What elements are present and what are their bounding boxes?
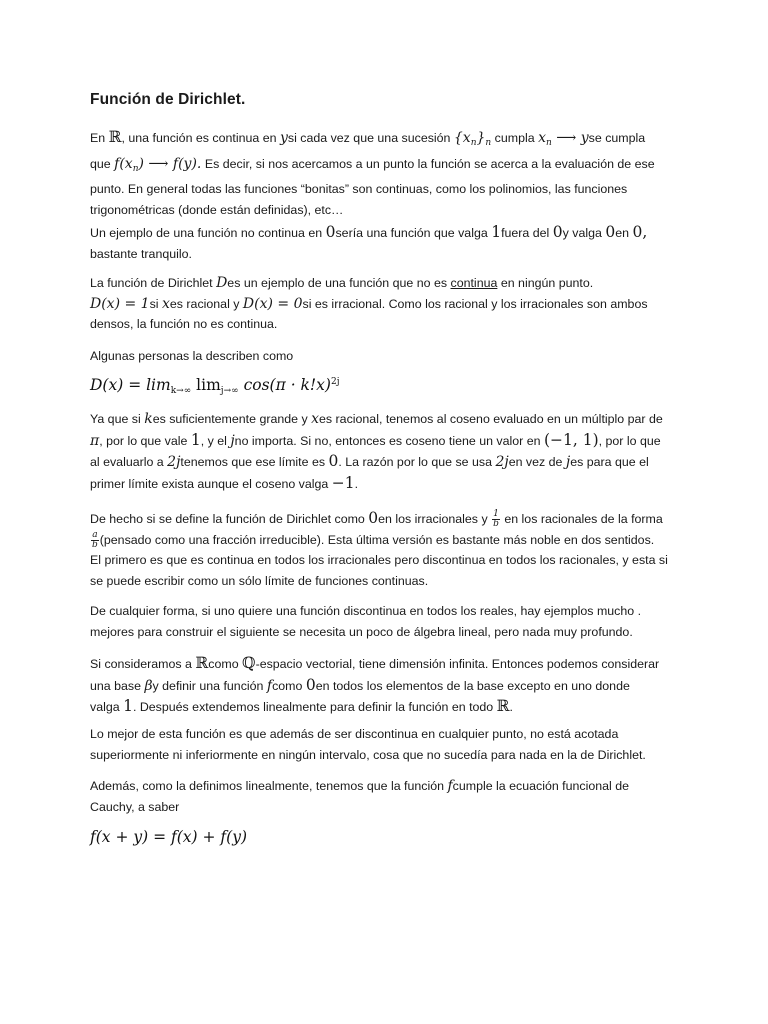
equation-dirichlet-limit bbox=[90, 376, 340, 396]
text-span: en bbox=[615, 226, 630, 240]
text-span: se cumpla bbox=[588, 131, 646, 145]
paragraph-explanation bbox=[90, 409, 688, 494]
text-span: es para que el bbox=[570, 455, 649, 470]
math-symbol: j bbox=[230, 432, 235, 449]
text-line: trigonométricas (donde están definidas), etc… bbox=[90, 202, 344, 217]
underlined-word: continua bbox=[450, 276, 498, 290]
text-span: si bbox=[149, 296, 159, 311]
text-span: -espacio vectorial, tiene dimensión infinita. Entonces podemos considerar bbox=[255, 657, 660, 671]
text-span: si cada vez que una sucesión bbox=[287, 131, 451, 145]
math-symbol: 1 bbox=[190, 430, 201, 449]
math-subscript: n bbox=[132, 163, 139, 174]
text-span: y definir una función bbox=[152, 678, 264, 693]
math-superscript: 2j bbox=[330, 377, 340, 387]
equation-cauchy: f(x + y) = f(x) + f(y) bbox=[90, 828, 248, 846]
text-span: , una función es continua en bbox=[121, 131, 277, 145]
math-part: f(x bbox=[114, 155, 133, 172]
math-expression bbox=[114, 156, 201, 172]
text-line bbox=[90, 653, 688, 675]
math-expression: 2j bbox=[167, 454, 181, 471]
paragraph-example bbox=[90, 222, 688, 264]
text-span: En bbox=[90, 131, 106, 145]
text-span: , y el bbox=[200, 433, 227, 448]
fraction-a-over-b bbox=[91, 531, 99, 550]
paragraph-describe: Algunas personas la describen como bbox=[90, 349, 294, 363]
paragraph-vector-space bbox=[90, 653, 688, 718]
paragraph-continuity bbox=[90, 127, 688, 220]
math-symbol: π bbox=[90, 432, 100, 449]
text-span: fuera del bbox=[501, 226, 550, 240]
math-symbol: ℝ bbox=[496, 697, 510, 716]
text-span: . Después extendemos linealmente para definir la función en todo bbox=[132, 700, 494, 715]
text-span: en todos los elementos de la base excepto en uno donde bbox=[315, 678, 630, 693]
math-part: lim bbox=[196, 376, 221, 394]
text-span: . bbox=[509, 700, 513, 715]
text-span: . La razón por lo que se usa bbox=[338, 455, 492, 470]
text-span: tenemos que ese límite es bbox=[180, 455, 326, 470]
math-symbol: 1 bbox=[491, 223, 502, 241]
math-expression: D(x) = 1 bbox=[90, 295, 150, 312]
text-span: es un ejemplo de una función que no es bbox=[227, 276, 448, 290]
math-part: {x bbox=[453, 130, 471, 146]
fraction-denominator: b bbox=[92, 539, 98, 550]
math-part: x bbox=[538, 130, 546, 146]
math-symbol: k bbox=[144, 411, 153, 427]
text-line bbox=[90, 294, 688, 315]
math-expression bbox=[538, 130, 589, 146]
math-part: D(x) = lim bbox=[90, 376, 171, 394]
math-symbol: D bbox=[216, 275, 228, 291]
text-line: mejores para construir el siguiente se necesita un poco de álgebra lineal, pero nada muy profundo. bbox=[90, 624, 633, 639]
text-line: Lo mejor de esta función es que además de ser discontinua en cualquier punto, no está acotada bbox=[90, 727, 619, 741]
math-subscript: j→∞ bbox=[220, 386, 239, 396]
text-line bbox=[90, 451, 688, 473]
text-span: y valga bbox=[562, 226, 602, 240]
text-line: punto. En general todas las funciones “bonitas” son continuas, como los polinomios, las funciones bbox=[90, 182, 628, 197]
math-expression: (−1, 1) bbox=[543, 430, 599, 449]
text-line bbox=[90, 127, 688, 154]
text-span: sería una función que valga bbox=[335, 226, 488, 240]
text-span: Es decir, si nos acercamos a un punto la función se acerca a la evaluación de ese bbox=[204, 156, 655, 171]
math-symbol: f bbox=[447, 778, 453, 794]
fraction-numerator: a bbox=[92, 529, 98, 540]
text-line bbox=[90, 508, 688, 530]
text-line bbox=[90, 696, 688, 718]
text-span: al evaluarlo a bbox=[90, 455, 164, 470]
text-span: es suficientemente grande y bbox=[152, 412, 308, 426]
text-line bbox=[90, 154, 688, 180]
text-line: Cauchy, a saber bbox=[90, 799, 180, 814]
document-title: Función de Dirichlet. bbox=[90, 91, 246, 108]
text-line bbox=[90, 273, 688, 294]
text-span: Si consideramos a bbox=[90, 657, 192, 671]
text-span: , por lo que vale bbox=[99, 433, 188, 448]
text-line: El primero es que es continua en todos los irracionales pero discontinua en todos los racionales, y esta si bbox=[90, 553, 668, 568]
math-subscript: n bbox=[485, 138, 492, 148]
text-span: en vez de bbox=[508, 455, 563, 470]
text-span: primer límite exista aunque el coseno valga bbox=[90, 476, 329, 491]
text-span: cumple la ecuación funcional de bbox=[452, 779, 630, 793]
fraction-numerator: 1 bbox=[493, 509, 499, 520]
text-line bbox=[90, 776, 688, 797]
text-line: se puede escribir como un sólo límite de funciones continuas. bbox=[90, 573, 429, 588]
text-line: densos, la función no es continua. bbox=[90, 317, 278, 332]
text-span: como bbox=[208, 657, 239, 671]
text-line bbox=[90, 473, 688, 495]
math-symbol: j bbox=[565, 454, 571, 471]
text-span: La función de Dirichlet bbox=[90, 276, 213, 290]
math-symbol: f bbox=[266, 677, 273, 694]
text-span: es racional, tenemos al coseno evaluado en un múltiplo par de bbox=[319, 412, 663, 426]
text-span: en los racionales de la forma bbox=[504, 512, 663, 526]
text-span: valga bbox=[90, 700, 120, 715]
text-span: si es irracional. Como los racional y los irracionales son ambos bbox=[302, 296, 648, 311]
text-span: Un ejemplo de una función no continua en bbox=[90, 226, 323, 240]
math-expression: 2j bbox=[495, 454, 509, 471]
math-symbol: x bbox=[162, 295, 170, 312]
math-symbol: 0, bbox=[632, 223, 648, 241]
text-line: De cualquier forma, si uno quiere una función discontinua en todos los reales, hay ejemplos mucho . bbox=[90, 604, 642, 618]
text-span: en ningún punto. bbox=[500, 276, 594, 290]
paragraph-reals bbox=[90, 601, 688, 642]
text-line bbox=[90, 430, 688, 452]
paragraph-unbounded bbox=[90, 724, 688, 765]
text-line bbox=[90, 675, 688, 697]
math-expression: −1 bbox=[331, 473, 355, 492]
math-subscript: n bbox=[470, 138, 477, 148]
text-span: una base bbox=[90, 678, 141, 693]
math-symbol: 0 bbox=[368, 509, 379, 527]
text-span: De hecho si se define la función de Dirichlet como bbox=[90, 512, 365, 526]
text-span: Además, como la definimos linealmente, tenemos que la función bbox=[90, 779, 445, 793]
math-expression: D(x) = 0 bbox=[242, 295, 303, 312]
math-symbol: x bbox=[311, 411, 320, 427]
math-symbol: β bbox=[144, 677, 153, 694]
paragraph-dirichlet bbox=[90, 273, 688, 335]
text-span: , por lo que bbox=[598, 433, 661, 448]
text-line bbox=[90, 409, 688, 430]
text-line bbox=[90, 222, 688, 244]
math-part: ⟶ y bbox=[556, 130, 589, 146]
math-symbol: y bbox=[279, 130, 288, 146]
fraction-denominator: b bbox=[493, 519, 499, 530]
math-expression bbox=[454, 130, 491, 146]
text-span: no importa. Si no, entonces es coseno tiene un valor en bbox=[234, 433, 541, 448]
math-symbol: ℝ bbox=[195, 654, 209, 672]
math-subscript: k→∞ bbox=[170, 386, 192, 396]
fraction-one-over-b bbox=[492, 510, 500, 529]
math-part: ) ⟶ f(y). bbox=[138, 155, 202, 172]
math-symbol: 0 bbox=[325, 223, 336, 241]
math-symbol: ℚ bbox=[242, 654, 256, 672]
text-span: Ya que si bbox=[90, 412, 141, 426]
text-span: en los irracionales y bbox=[378, 512, 488, 526]
paragraph-thomae bbox=[90, 508, 688, 591]
math-symbol: 0 bbox=[552, 223, 563, 241]
paragraph-cauchy bbox=[90, 776, 688, 817]
math-symbol: 0 bbox=[305, 675, 316, 694]
text-span: (pensado como una fracción irreducible). Esta última versión es bastante más noble en dos sentidos. bbox=[99, 532, 655, 547]
text-span: que bbox=[90, 156, 111, 171]
text-span: . bbox=[354, 476, 359, 491]
text-line: bastante tranquilo. bbox=[90, 246, 192, 261]
math-part: } bbox=[476, 130, 486, 146]
math-symbol: ℝ bbox=[108, 128, 122, 146]
text-span: cumpla bbox=[494, 131, 535, 145]
text-span: es racional y bbox=[169, 296, 240, 311]
text-line: superiormente ni inferiormente en ningún intervalo, cosa que no sucedía para nada en la de Dirichlet. bbox=[90, 747, 646, 762]
math-subscript: n bbox=[545, 138, 552, 148]
text-line bbox=[90, 530, 688, 551]
math-symbol: 0 bbox=[605, 223, 616, 241]
math-part: cos(π · k!x) bbox=[243, 376, 331, 394]
math-symbol: 1 bbox=[123, 697, 133, 716]
text-span: como bbox=[272, 678, 303, 693]
math-symbol: 0 bbox=[328, 452, 339, 471]
